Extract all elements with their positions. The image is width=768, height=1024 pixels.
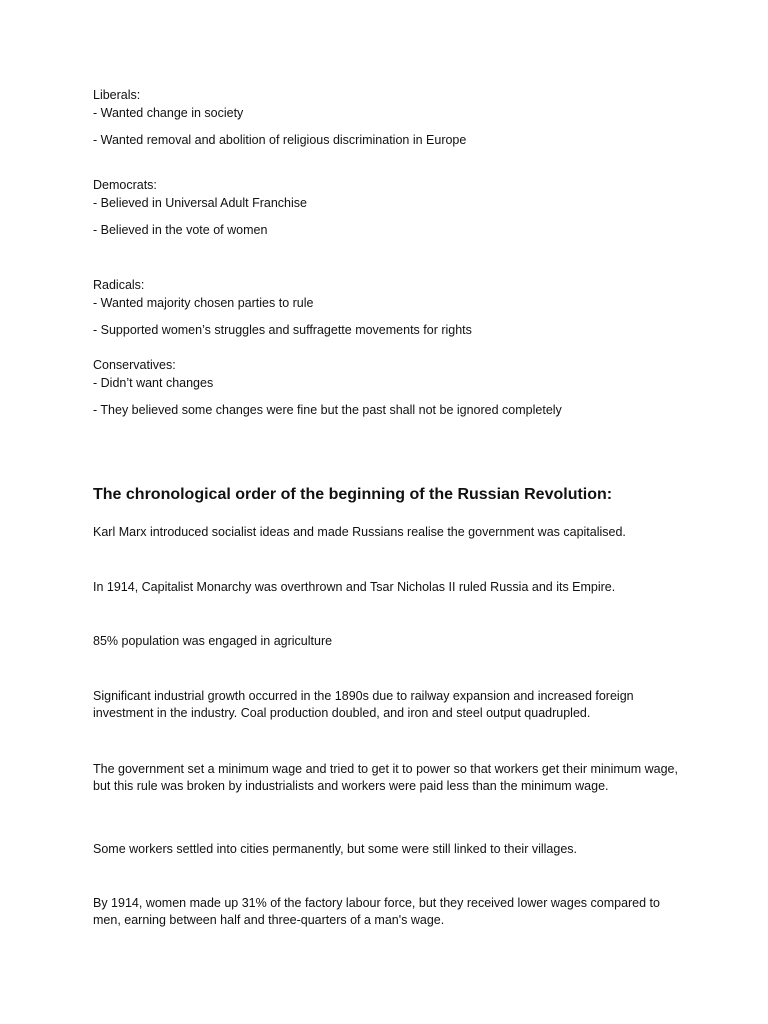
group-title-conservatives: Conservatives: [93,358,176,372]
group-title-democrats: Democrats: [93,178,157,192]
group-point: - Wanted removal and abolition of religious discrimination in Europe [93,133,467,147]
group-point: - Didn’t want changes [93,376,214,390]
group-title-radicals: Radicals: [93,278,145,292]
paragraph: Some workers settled into cities permanently, but some were still linked to their villages. [93,842,578,856]
paragraph: By 1914, women made up 31% of the factory labour force, but they received lower wages compared to men, earning between half and three-quarters of a man's wage. [93,896,660,927]
group-point: - Believed in the vote of women [93,223,268,237]
section-heading: The chronological order of the beginning of the Russian Revolution: [93,486,613,503]
paragraph: 85% population was engaged in agriculture [93,634,333,648]
group-point: - They believed some changes were fine but the past shall not be ignored completely [93,403,562,417]
paragraph: Karl Marx introduced socialist ideas and made Russians realise the government was capitalised. [93,525,626,539]
paragraph: In 1914, Capitalist Monarchy was overthrown and Tsar Nicholas II ruled Russia and its Empire. [93,580,616,594]
paragraph: The government set a minimum wage and tried to get it to power so that workers get their minimum wage, but this rule was broken by industrialists and workers were paid less than the minimum wage. [93,762,678,793]
group-point: - Wanted change in society [93,106,244,120]
group-point: - Wanted majority chosen parties to rule [93,296,314,310]
group-point: - Supported women’s struggles and suffragette movements for rights [93,323,472,337]
group-title-liberals: Liberals: [93,88,141,102]
group-point: - Believed in Universal Adult Franchise [93,196,307,210]
paragraph: Significant industrial growth occurred in the 1890s due to railway expansion and increased foreign investment in the industry. Coal production doubled, and iron and steel output quadrupled. [93,689,634,720]
